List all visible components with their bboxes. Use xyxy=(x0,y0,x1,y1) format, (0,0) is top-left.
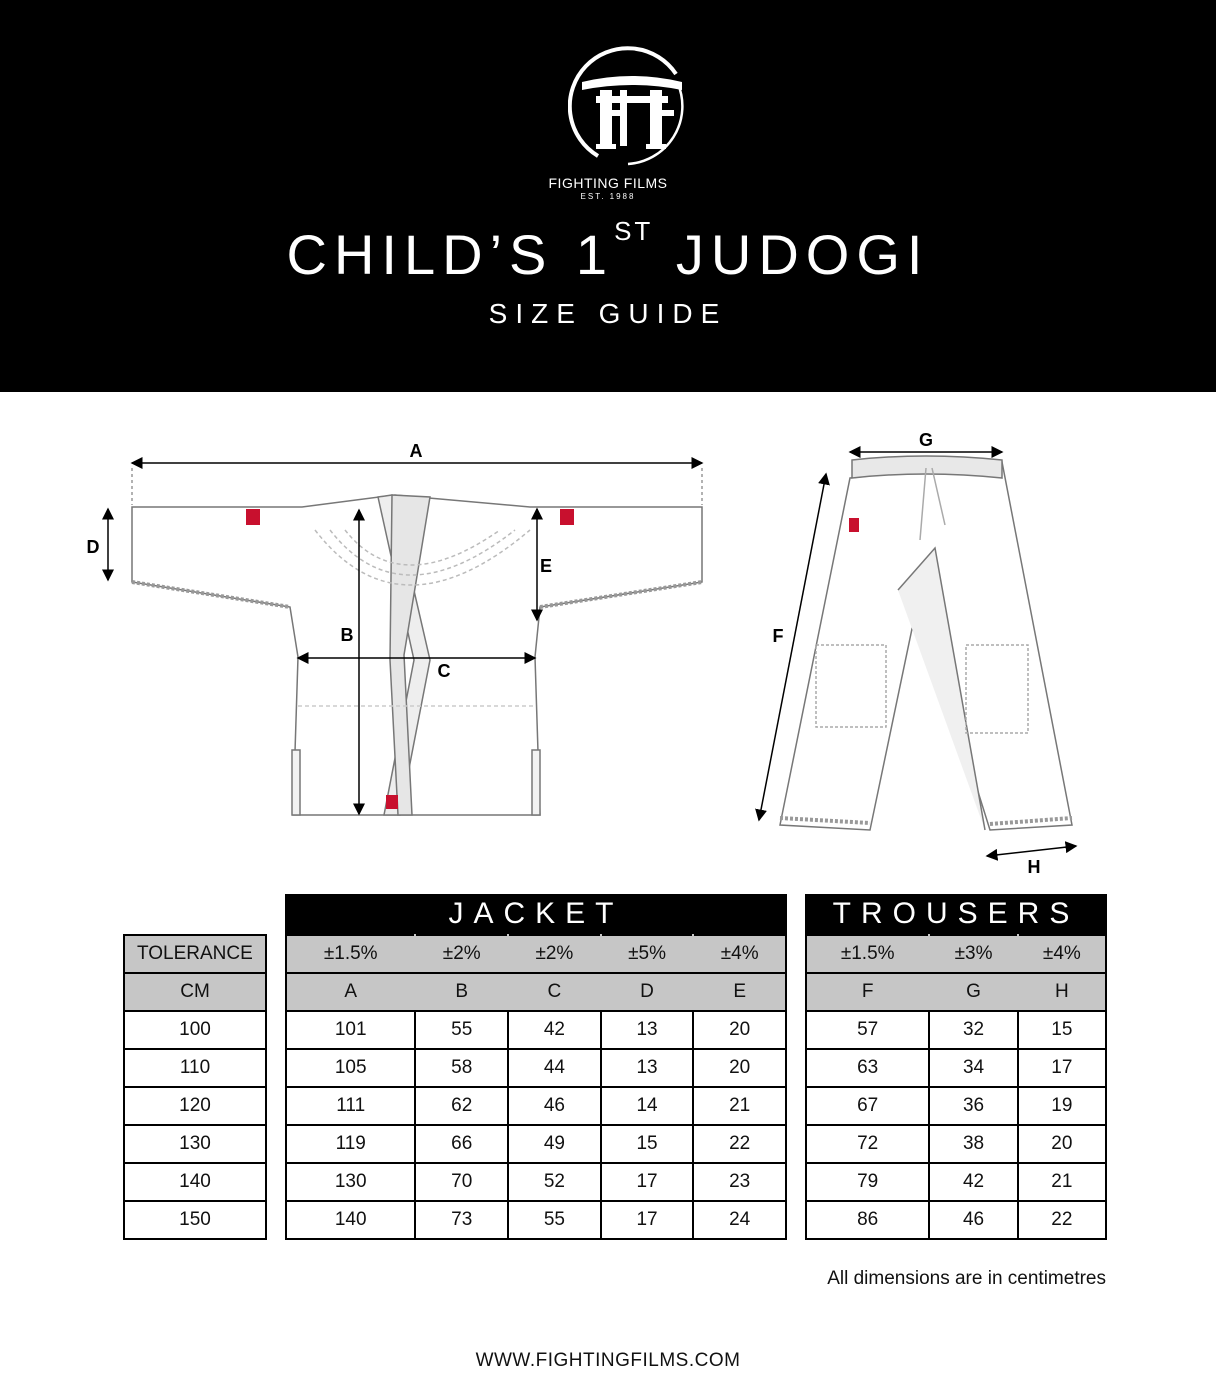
trouser-cell: 67 xyxy=(806,1087,929,1125)
trouser-cell: 63 xyxy=(806,1049,929,1087)
jacket-cell: 24 xyxy=(693,1201,786,1239)
trouser-cell: 38 xyxy=(929,1125,1017,1163)
unit-label: CM xyxy=(124,973,266,1011)
jacket-column-header: C xyxy=(508,973,601,1011)
jacket-cell: 55 xyxy=(508,1201,601,1239)
jacket-cell: 23 xyxy=(693,1163,786,1201)
trouser-cell: 72 xyxy=(806,1125,929,1163)
trouser-tolerance-cell: ±4% xyxy=(1018,935,1106,973)
jacket-cell: 13 xyxy=(601,1011,694,1049)
jacket-cell: 21 xyxy=(693,1087,786,1125)
trouser-cell: 34 xyxy=(929,1049,1017,1087)
jacket-column-header: D xyxy=(601,973,694,1011)
trouser-cell: 15 xyxy=(1018,1011,1106,1049)
jacket-tolerance-cell: ±5% xyxy=(601,935,694,973)
tolerance-label: TOLERANCE xyxy=(124,935,266,973)
size-row xyxy=(124,1011,266,1049)
trouser-cell: 20 xyxy=(1018,1125,1106,1163)
jacket-tolerance-cell: ±2% xyxy=(415,935,508,973)
trouser-row xyxy=(806,1049,1106,1087)
trouser-column-row xyxy=(806,973,1106,1011)
jacket-cell: 15 xyxy=(601,1125,694,1163)
jacket-cell: 58 xyxy=(415,1049,508,1087)
garment-diagram xyxy=(0,392,1216,892)
trouser-cell: 46 xyxy=(929,1201,1017,1239)
jacket-cell: 130 xyxy=(286,1163,415,1201)
jacket-cell: 52 xyxy=(508,1163,601,1201)
jacket-cell: 44 xyxy=(508,1049,601,1087)
jacket-column-header: E xyxy=(693,973,786,1011)
jacket-cell: 46 xyxy=(508,1087,601,1125)
jacket-row xyxy=(286,1087,786,1125)
trousers-table xyxy=(805,934,1107,1240)
trouser-tolerance-row xyxy=(806,935,1106,973)
trouser-cell: 79 xyxy=(806,1163,929,1201)
dimension-label-d: D xyxy=(86,537,100,557)
trouser-row xyxy=(806,1201,1106,1239)
jacket-cell: 42 xyxy=(508,1011,601,1049)
jacket-table xyxy=(285,934,787,1240)
dimensions-note: All dimensions are in centimetres xyxy=(827,1268,1106,1289)
page-subtitle: SIZE GUIDE xyxy=(488,298,728,329)
jacket-row xyxy=(286,1163,786,1201)
jacket-column-row xyxy=(286,973,786,1011)
jacket-cell: 62 xyxy=(415,1087,508,1125)
jacket-cell: 55 xyxy=(415,1011,508,1049)
fighting-films-logo-icon xyxy=(568,44,696,174)
dimension-label-h: H xyxy=(1027,857,1041,877)
trouser-cell: 21 xyxy=(1018,1163,1106,1201)
jacket-cell: 22 xyxy=(693,1125,786,1163)
jacket-cell: 14 xyxy=(601,1087,694,1125)
size-row xyxy=(124,1163,266,1201)
trouser-column-header: G xyxy=(929,973,1017,1011)
jacket-column-header: A xyxy=(286,973,415,1011)
size-cell: 150 xyxy=(124,1201,266,1239)
jacket-tolerance-row xyxy=(286,935,786,973)
size-row xyxy=(124,1087,266,1125)
trouser-cell: 19 xyxy=(1018,1087,1106,1125)
jacket-tolerance-cell: ±4% xyxy=(693,935,786,973)
jacket-cell: 111 xyxy=(286,1087,415,1125)
header-banner xyxy=(0,0,1216,392)
size-row xyxy=(124,1049,266,1087)
trouser-tolerance-cell: ±3% xyxy=(929,935,1017,973)
trouser-cell: 32 xyxy=(929,1011,1017,1049)
jacket-cell: 20 xyxy=(693,1011,786,1049)
jacket-row xyxy=(286,1049,786,1087)
jacket-cell: 66 xyxy=(415,1125,508,1163)
jacket-cell: 17 xyxy=(601,1163,694,1201)
trouser-row xyxy=(806,1011,1106,1049)
jacket-row xyxy=(286,1125,786,1163)
jacket-cell: 70 xyxy=(415,1163,508,1201)
size-row xyxy=(124,1201,266,1239)
trouser-cell: 17 xyxy=(1018,1049,1106,1087)
dimension-label-b: B xyxy=(340,625,354,645)
trouser-row xyxy=(806,1125,1106,1163)
jacket-row xyxy=(286,1011,786,1049)
size-table xyxy=(123,934,267,1240)
jacket-table-title: JACKET xyxy=(285,894,787,934)
size-row xyxy=(124,1125,266,1163)
trouser-tolerance-cell: ±1.5% xyxy=(806,935,929,973)
trousers-table-title: TROUSERS xyxy=(805,894,1107,934)
established-year: EST. 1988 xyxy=(580,192,636,201)
jacket-cell: 20 xyxy=(693,1049,786,1087)
size-cell: 110 xyxy=(124,1049,266,1087)
jacket-row xyxy=(286,1201,786,1239)
trouser-row xyxy=(806,1087,1106,1125)
dimension-label-g: G xyxy=(918,430,934,450)
trouser-cell: 86 xyxy=(806,1201,929,1239)
size-cell: 120 xyxy=(124,1087,266,1125)
trouser-cell: 22 xyxy=(1018,1201,1106,1239)
dimension-label-c: C xyxy=(437,661,451,681)
trouser-cell: 36 xyxy=(929,1087,1017,1125)
jacket-cell: 105 xyxy=(286,1049,415,1087)
trousers-drawing xyxy=(780,456,1072,830)
dimension-label-e: E xyxy=(539,556,553,576)
trouser-row xyxy=(806,1163,1106,1201)
dimension-label-f: F xyxy=(772,626,784,646)
jacket-cell: 13 xyxy=(601,1049,694,1087)
trouser-cell: 42 xyxy=(929,1163,1017,1201)
jacket-cell: 101 xyxy=(286,1011,415,1049)
jacket-cell: 119 xyxy=(286,1125,415,1163)
size-cell: 130 xyxy=(124,1125,266,1163)
size-cell: 100 xyxy=(124,1011,266,1049)
jacket-cell: 140 xyxy=(286,1201,415,1239)
website-url[interactable]: WWW.FIGHTINGFILMS.COM xyxy=(475,1350,741,1371)
jacket-tolerance-cell: ±2% xyxy=(508,935,601,973)
jacket-cell: 49 xyxy=(508,1125,601,1163)
brand-name: FIGHTING FILMS xyxy=(548,175,668,191)
size-cell: 140 xyxy=(124,1163,266,1201)
jacket-tolerance-cell: ±1.5% xyxy=(286,935,415,973)
dimension-label-a: A xyxy=(409,441,423,461)
jacket-column-header: B xyxy=(415,973,508,1011)
trouser-column-header: H xyxy=(1018,973,1106,1011)
jacket-cell: 17 xyxy=(601,1201,694,1239)
page-title: CHILD’S 1ST JUDOGI xyxy=(286,216,930,286)
trouser-column-header: F xyxy=(806,973,929,1011)
jacket-cell: 73 xyxy=(415,1201,508,1239)
jacket-drawing xyxy=(132,495,702,815)
trouser-cell: 57 xyxy=(806,1011,929,1049)
